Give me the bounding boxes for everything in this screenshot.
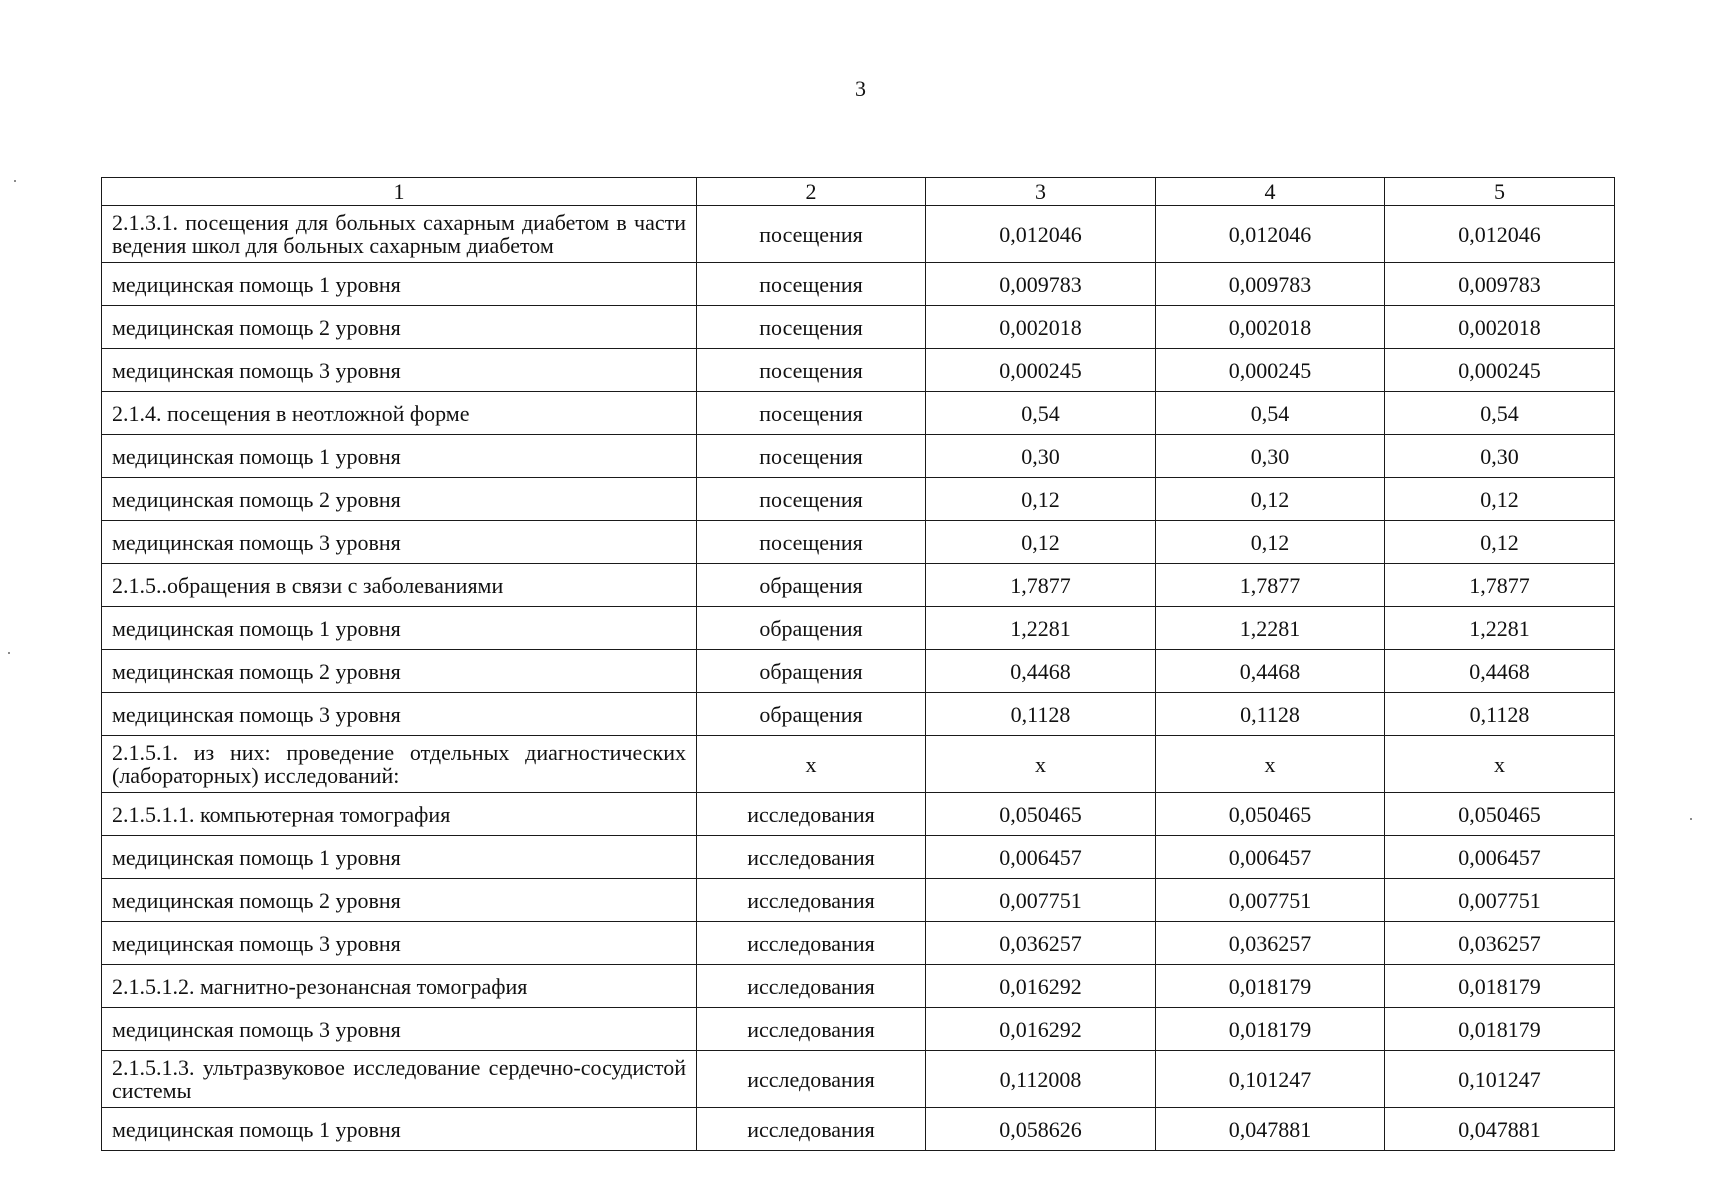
row-value-col5: 0,54 bbox=[1385, 392, 1615, 435]
row-unit: посещения bbox=[697, 206, 926, 263]
table-row bbox=[102, 793, 1615, 836]
row-unit: посещения bbox=[697, 306, 926, 349]
row-name: медицинская помощь 1 уровня bbox=[102, 435, 697, 478]
row-value-col3: 0,30 bbox=[926, 435, 1156, 478]
row-unit: исследования bbox=[697, 793, 926, 836]
row-unit: х bbox=[697, 736, 926, 793]
row-value-col5: 0,018179 bbox=[1385, 965, 1615, 1008]
header-cell-1: 1 bbox=[102, 178, 697, 206]
row-value-col3: 0,016292 bbox=[926, 965, 1156, 1008]
row-value-col4: 0,000245 bbox=[1156, 349, 1385, 392]
table-row bbox=[102, 521, 1615, 564]
header-cell-3: 3 bbox=[926, 178, 1156, 206]
row-value-col5: 0,050465 bbox=[1385, 793, 1615, 836]
row-unit: исследования bbox=[697, 1108, 926, 1151]
row-value-col3: 0,007751 bbox=[926, 879, 1156, 922]
table-row bbox=[102, 836, 1615, 879]
row-value-col3: 0,000245 bbox=[926, 349, 1156, 392]
table-row bbox=[102, 965, 1615, 1008]
row-name: медицинская помощь 3 уровня bbox=[102, 1008, 697, 1051]
row-unit: исследования bbox=[697, 1051, 926, 1108]
row-unit: обращения bbox=[697, 650, 926, 693]
row-name: медицинская помощь 3 уровня bbox=[102, 349, 697, 392]
row-value-col3: 0,036257 bbox=[926, 922, 1156, 965]
row-value-col5: 0,101247 bbox=[1385, 1051, 1615, 1108]
row-value-col4: 0,018179 bbox=[1156, 1008, 1385, 1051]
row-value-col3: 0,016292 bbox=[926, 1008, 1156, 1051]
row-value-col4: х bbox=[1156, 736, 1385, 793]
row-value-col3: 0,009783 bbox=[926, 263, 1156, 306]
row-value-col4: 0,012046 bbox=[1156, 206, 1385, 263]
row-value-col3: 0,002018 bbox=[926, 306, 1156, 349]
row-value-col4: 0,54 bbox=[1156, 392, 1385, 435]
row-unit: исследования bbox=[697, 965, 926, 1008]
row-value-col4: 0,018179 bbox=[1156, 965, 1385, 1008]
row-value-col3: 0,1128 bbox=[926, 693, 1156, 736]
row-unit: посещения bbox=[697, 435, 926, 478]
row-name: 2.1.5..обращения в связи с заболеваниями bbox=[102, 564, 697, 607]
table-row bbox=[102, 1108, 1615, 1151]
row-value-col4: 0,009783 bbox=[1156, 263, 1385, 306]
table-row bbox=[102, 1008, 1615, 1051]
row-value-col5: 0,006457 bbox=[1385, 836, 1615, 879]
row-name: 2.1.5.1.2. магнитно-резонансная томография bbox=[102, 965, 697, 1008]
row-value-col5: 0,30 bbox=[1385, 435, 1615, 478]
row-name: медицинская помощь 3 уровня bbox=[102, 521, 697, 564]
row-value-col4: 0,12 bbox=[1156, 478, 1385, 521]
row-value-col4: 0,30 bbox=[1156, 435, 1385, 478]
row-value-col5: 0,007751 bbox=[1385, 879, 1615, 922]
row-name: медицинская помощь 1 уровня bbox=[102, 836, 697, 879]
row-value-col4: 0,1128 bbox=[1156, 693, 1385, 736]
row-value-col3: 0,006457 bbox=[926, 836, 1156, 879]
table-row bbox=[102, 263, 1615, 306]
row-name: медицинская помощь 2 уровня bbox=[102, 650, 697, 693]
row-value-col5: 0,002018 bbox=[1385, 306, 1615, 349]
row-value-col3: 0,050465 bbox=[926, 793, 1156, 836]
row-unit: исследования bbox=[697, 922, 926, 965]
scan-speck bbox=[1690, 818, 1692, 820]
row-value-col3: 0,112008 bbox=[926, 1051, 1156, 1108]
row-value-col5: 0,1128 bbox=[1385, 693, 1615, 736]
row-value-col4: 1,7877 bbox=[1156, 564, 1385, 607]
row-value-col5: 0,012046 bbox=[1385, 206, 1615, 263]
row-value-col3: 1,7877 bbox=[926, 564, 1156, 607]
row-name: 2.1.5.1.3. ультразвуковое исследование сердечно-сосудистой системы bbox=[102, 1051, 697, 1108]
row-name: медицинская помощь 2 уровня bbox=[102, 879, 697, 922]
row-unit: обращения bbox=[697, 564, 926, 607]
table-row bbox=[102, 564, 1615, 607]
row-unit: посещения bbox=[697, 263, 926, 306]
row-name: медицинская помощь 1 уровня bbox=[102, 1108, 697, 1151]
row-unit: исследования bbox=[697, 879, 926, 922]
table-row bbox=[102, 922, 1615, 965]
row-value-col4: 0,050465 bbox=[1156, 793, 1385, 836]
row-value-col5: 0,000245 bbox=[1385, 349, 1615, 392]
table-row bbox=[102, 435, 1615, 478]
row-unit: посещения bbox=[697, 392, 926, 435]
row-value-col5: 1,7877 bbox=[1385, 564, 1615, 607]
row-unit: посещения bbox=[697, 478, 926, 521]
table-row bbox=[102, 650, 1615, 693]
header-cell-5: 5 bbox=[1385, 178, 1615, 206]
row-value-col5: 0,4468 bbox=[1385, 650, 1615, 693]
row-value-col3: 0,4468 bbox=[926, 650, 1156, 693]
row-unit: посещения bbox=[697, 349, 926, 392]
table-row bbox=[102, 349, 1615, 392]
row-name: 2.1.3.1. посещения для больных сахарным диабетом в части ведения школ для больных сахарным диабетом bbox=[102, 206, 697, 263]
scan-speck bbox=[14, 180, 16, 182]
table-row bbox=[102, 306, 1615, 349]
row-name: медицинская помощь 1 уровня bbox=[102, 263, 697, 306]
scan-speck bbox=[8, 652, 10, 654]
row-name: медицинская помощь 3 уровня bbox=[102, 693, 697, 736]
header-row bbox=[102, 178, 1615, 206]
row-value-col3: 0,058626 bbox=[926, 1108, 1156, 1151]
row-unit: обращения bbox=[697, 607, 926, 650]
row-value-col3: 0,012046 bbox=[926, 206, 1156, 263]
row-value-col4: 1,2281 bbox=[1156, 607, 1385, 650]
row-value-col5: х bbox=[1385, 736, 1615, 793]
table-row bbox=[102, 879, 1615, 922]
row-value-col4: 0,12 bbox=[1156, 521, 1385, 564]
row-value-col5: 1,2281 bbox=[1385, 607, 1615, 650]
table-row bbox=[102, 693, 1615, 736]
row-value-col3: 1,2281 bbox=[926, 607, 1156, 650]
row-value-col5: 0,009783 bbox=[1385, 263, 1615, 306]
row-name: медицинская помощь 2 уровня bbox=[102, 478, 697, 521]
row-name: медицинская помощь 1 уровня bbox=[102, 607, 697, 650]
row-value-col4: 0,047881 bbox=[1156, 1108, 1385, 1151]
row-name: 2.1.5.1. из них: проведение отдельных диагностических (лабораторных) исследований: bbox=[102, 736, 697, 793]
row-value-col5: 0,047881 bbox=[1385, 1108, 1615, 1151]
table-row bbox=[102, 736, 1615, 793]
row-value-col5: 0,018179 bbox=[1385, 1008, 1615, 1051]
page-number: 3 bbox=[855, 76, 866, 101]
row-value-col4: 0,002018 bbox=[1156, 306, 1385, 349]
row-value-col4: 0,036257 bbox=[1156, 922, 1385, 965]
row-unit: посещения bbox=[697, 521, 926, 564]
row-value-col4: 0,006457 bbox=[1156, 836, 1385, 879]
row-value-col3: 0,12 bbox=[926, 521, 1156, 564]
row-unit: обращения bbox=[697, 693, 926, 736]
row-value-col4: 0,4468 bbox=[1156, 650, 1385, 693]
row-value-col3: 0,54 bbox=[926, 392, 1156, 435]
row-value-col5: 0,12 bbox=[1385, 521, 1615, 564]
row-name: 2.1.4. посещения в неотложной форме bbox=[102, 392, 697, 435]
table-row bbox=[102, 478, 1615, 521]
row-value-col5: 0,036257 bbox=[1385, 922, 1615, 965]
row-value-col4: 0,007751 bbox=[1156, 879, 1385, 922]
row-value-col5: 0,12 bbox=[1385, 478, 1615, 521]
table-row bbox=[102, 392, 1615, 435]
row-name: медицинская помощь 3 уровня bbox=[102, 922, 697, 965]
table-row bbox=[102, 206, 1615, 263]
row-unit: исследования bbox=[697, 1008, 926, 1051]
row-value-col4: 0,101247 bbox=[1156, 1051, 1385, 1108]
table-row bbox=[102, 607, 1615, 650]
row-value-col3: 0,12 bbox=[926, 478, 1156, 521]
row-value-col3: х bbox=[926, 736, 1156, 793]
data-table bbox=[101, 177, 1615, 1151]
row-name: медицинская помощь 2 уровня bbox=[102, 306, 697, 349]
header-cell-4: 4 bbox=[1156, 178, 1385, 206]
table-row bbox=[102, 1051, 1615, 1108]
row-name: 2.1.5.1.1. компьютерная томография bbox=[102, 793, 697, 836]
row-unit: исследования bbox=[697, 836, 926, 879]
header-cell-2: 2 bbox=[697, 178, 926, 206]
